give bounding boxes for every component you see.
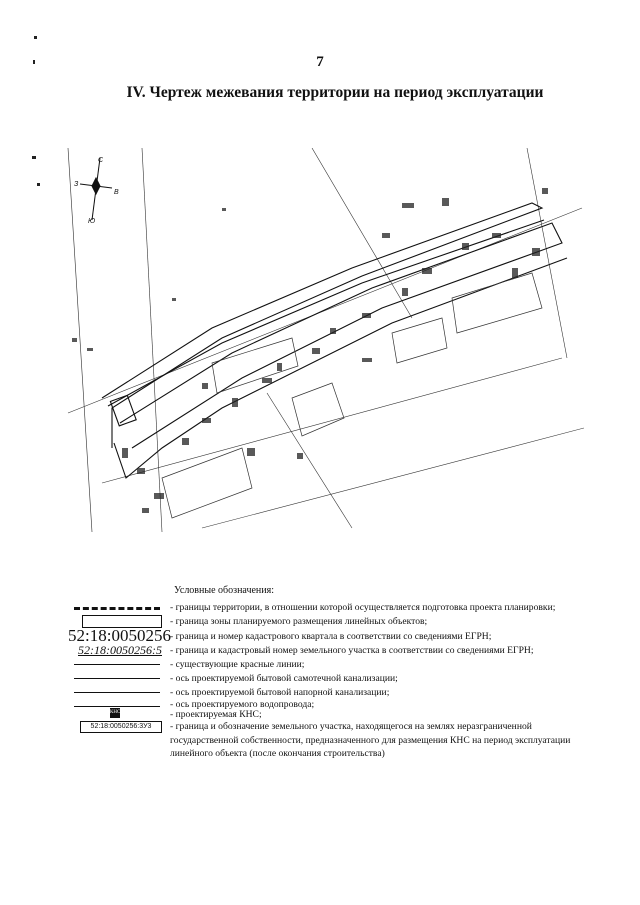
compass-north: С [98, 157, 104, 164]
legend-symbol-red-lines [68, 657, 164, 671]
legend-symbol-kns-parcel: 52:18:0050256:3У3 [80, 721, 162, 733]
legend-symbol-pressure-sewer [68, 685, 164, 699]
legend-item-water-supply [0, 699, 640, 713]
legend-title: Условные обозначения: [174, 585, 275, 596]
scan-speck [37, 183, 40, 186]
legend-text: - граница и номер кадастрового квартала в соответствии со сведениями ЕГРН; [170, 631, 492, 642]
compass-rose-icon [80, 158, 112, 220]
legend-symbol-kns: КНС [110, 708, 120, 718]
land-survey-map [62, 148, 584, 532]
legend-text: - граница и кадастровый номер земельного участка в соответствии со сведениями ЕГРН; [170, 645, 534, 656]
legend-item-pressure-sewer [0, 685, 640, 699]
scan-speck [34, 36, 37, 39]
scan-speck [32, 156, 36, 159]
legend-symbol-cadastral-parcel: 52:18:0050256:5 [78, 643, 162, 657]
legend-text: - границы территории, в отношении которой осуществляется подготовка проекта планировки; [170, 602, 556, 613]
legend-symbol-gravity-sewer [68, 671, 164, 685]
legend-text: - существующие красные линии; [170, 659, 305, 670]
legend-item-territory [0, 600, 640, 614]
legend-text: - ось проектируемой бытовой напорной канализации; [170, 687, 390, 698]
legend-text: - ось проектируемого водопровода; [170, 699, 315, 710]
legend-symbol-territory [68, 600, 164, 614]
compass-west: З [74, 181, 79, 188]
legend-symbol-cadastral-quarter: 52:18:0050256 [68, 626, 171, 645]
legend-text: - граница и обозначение земельного участка, находящегося на землях неразграниченной государственной собственности, предназначенного для размещения КНС на период эксплуатации линейного объекта (после окончания строительства) [170, 721, 571, 759]
legend-item-red-lines [0, 657, 640, 671]
legend-item-gravity-sewer [0, 671, 640, 685]
page-title: IV. Чертеж межевания территории на период эксплуатации [126, 84, 544, 101]
page-number: 7 [316, 54, 324, 70]
legend-text: - ось проектируемой бытовой самотечной канализации; [170, 673, 398, 684]
legend-text: - проектируемая КНС; [170, 709, 262, 720]
compass-south: Ю [88, 218, 96, 225]
legend-text: - граница зоны планируемого размещения линейных объектов; [170, 616, 428, 627]
compass-east: В [114, 189, 119, 196]
